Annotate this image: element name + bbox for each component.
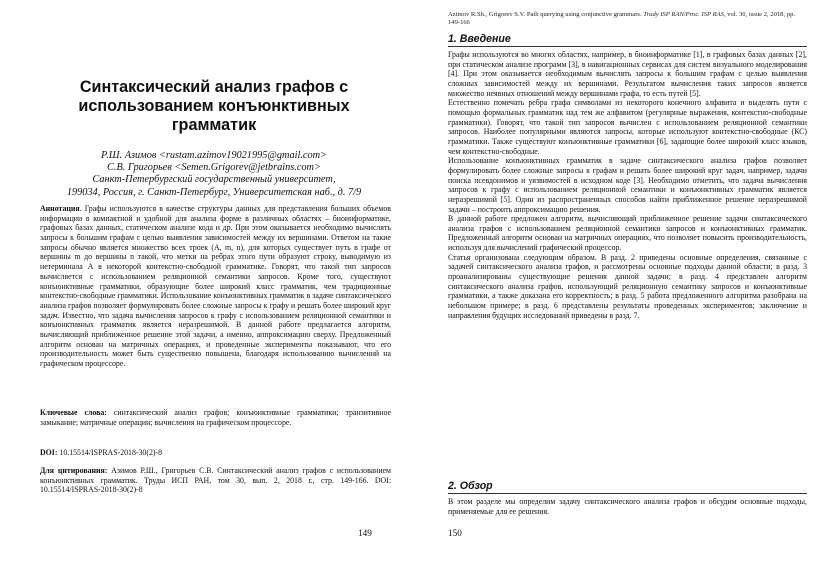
introduction-body xyxy=(448,50,807,320)
running-head xyxy=(448,11,804,27)
citation-text: Азимов Р.Ш., Григорьев С.В. Синтаксический анализ графов с использованием конъюнктивных грамматик. Труды ИСП РАН, том 30, вып. 2, 2018 г., стр. 149-166. DOI: 10.15514/ISPRAS-2018-30(2)-8 xyxy=(40,466,391,495)
author-line: С.В. Григорьев <Semen.Grigorev@jetbrains.com> xyxy=(107,162,321,174)
overview-body xyxy=(448,497,807,516)
citation xyxy=(40,466,391,495)
author-block xyxy=(40,150,388,199)
right-page xyxy=(410,0,820,580)
abstract-label: Аннотация xyxy=(40,204,80,213)
doi-label: DOI: xyxy=(40,448,58,457)
section-heading-introduction: 1. Введение xyxy=(448,33,511,45)
affiliation-line: Санкт-Петербургский государственный университет, xyxy=(92,174,336,186)
section-heading-overview: 2. Обзор xyxy=(448,480,493,492)
abstract xyxy=(40,204,391,369)
address-line: 199034, Россия, г. Санкт-Петербург, Университетская наб., д. 7/9 xyxy=(66,186,362,198)
author-line: Р.Ш. Азимов <rustam.azimov19021995@gmail.com> xyxy=(100,150,328,161)
keywords-label: Ключевые слова: xyxy=(40,408,107,417)
page-number: 150 xyxy=(448,528,462,538)
section-rule xyxy=(448,493,807,494)
paragraph: Использование конъюнктивных грамматик в задаче синтаксического анализа графов позволяет формулировать более сложные запросы к графам и решать более широкий круг задач, например, задачи поиска псевдонимов и уязвимостей в исходном коде [3]. Необходимо отметить, что задача вычисления запросов к графу с использованием реляционной семантики и конъюнктивных грамматик является неразрешимой [5]. Один из распространенных способов найти приближенное решение неразрешимой задачи – построить аппроксимацию решения. xyxy=(448,156,807,214)
running-head-issue: , vol. 30, issue 2, 2018, pp. 149-166 xyxy=(448,11,796,26)
paragraph: В этом разделе мы определим задачу синтаксического анализа графов и обсудим основные подходы, применяемые для ее решения. xyxy=(448,497,807,516)
paper-title: Синтаксический анализ графов с использованием конъюнктивных грамматик xyxy=(78,78,350,134)
page-number: 149 xyxy=(358,528,372,538)
running-head-journal: Trudy ISP RAN/Proc. ISP RAS xyxy=(643,11,724,18)
keywords-text: синтаксический анализ графов; конъюнктивные грамматики; транзитивное замыкание; матричные операции; вычисления на графическом процессоре. xyxy=(40,408,391,427)
paragraph: Статья организована следующим образом. В разд. 2 приведены основные определения, связанные с задачей синтаксического анализа графов, и рассмотрены основные подходы данной области; в разд. 3 проанализированы существующие решения данной задачи; в разд. 4 представлен алгоритм синтаксического анализа графов, использующий реляционную семантику запросов и конъюнктивные грамматики, а также доказана его корректность; в разд. 5 работа предложенного алгоритма разобрана на небольшом примере; в разд. 6 представлены результаты проведенных экспериментов; заключение и направления будущих исследований приведены в разд. 7. xyxy=(448,252,807,320)
doi-text: 10.15514/ISPRAS-2018-30(2)-8 xyxy=(57,448,163,457)
keywords xyxy=(40,408,391,427)
paragraph: В данной работе предложен алгоритм, вычисляющий приближенное решение задачи синтаксического анализа графов с использованием реляционной семантики запросов и конъюнктивных грамматик. Предложенный алгоритм основан на матричных операциях, что позволяет повысить производительность, используя для вычислений графический процессор. xyxy=(448,214,807,253)
running-head-authors: Azimov R.Sh., Grigorev S.V. Path querying using conjunctive grammars. xyxy=(448,11,644,18)
doi xyxy=(40,448,391,458)
abstract-text: . Графы используются в качестве структуры данных для представления больших объемов информации в компактной и удобной для анализа форме в различных областях – биоинформатике, графовых базах данных, статическом анализе кода и др. При этом оказывается необходимо вычислять запросы к большим графам с целью выявления зависимостей между их вершинами. Ответом на такие запросы обычно является множество всех троек (A, m, n), для которых существует путь в графе от вершины m до вершины n такой, что метки на ребрах этого пути образуют строку, выводимую из нетерминала A в некоторой контекстно-свободной грамматике. Говорят, что такой тип запросов вычисляется с использованием реляционной семантики запросов. Кроме того, существуют конъюнктивные грамматики, образующие более широкий класс грамматик, чем традиционные контекстно-свободные грамматики. Использование конъюнктивных грамматик в задаче синтаксического анализа графов позволяет формулировать более сложные запросы к графу и решать более широкий круг задач. Известно, что задача вычисления запросов к графу с использованием реляционной семантики и конъюнктивных грамматик является неразрешимой. В данной работе предлагается алгоритм, вычисляющий приближенное решение этой задачи, а именно, аппроксимацию сверху. Предложенный алгоритм основан на матричных операциях, и проведенные эксперименты показывают, что его производительность может быть существенно повышена, благодаря использованию вычислений на графическом процессоре. xyxy=(40,204,391,368)
section-rule xyxy=(448,46,807,47)
citation-label: Для цитирования: xyxy=(40,466,108,475)
paragraph: Графы используются во многих областях, например, в биоинформатике [1], в графовых базах данных [2], при статическом анализе программ [3], в навигационных сервисах для систем визуального моделирования [4]. При этом оказывается необходимым вычислять запросы к большим графам с целью выявления сложных зависимостей между их вершинами. Результатом вычисления таких запросов является множество неявных отношений между вершинами графа, то есть путей [5]. xyxy=(448,50,807,98)
paragraph: Естественно помечать ребра графа символами из некоторого конечного алфавита и выделять пути с помощью формальных грамматик над тем же алфавитом (регулярные выражения, контекстно-свободные грамматики). Говорят, что такой тип запросов вычислен с использованием реляционной семантики запросов. Наиболее популярными являются запросы, которые используют контекстно-свободные (КС) грамматики. Также существуют конъюнктивные грамматики [6], задающие более широкий класс языков, чем контекстно-свободные. xyxy=(448,98,807,156)
